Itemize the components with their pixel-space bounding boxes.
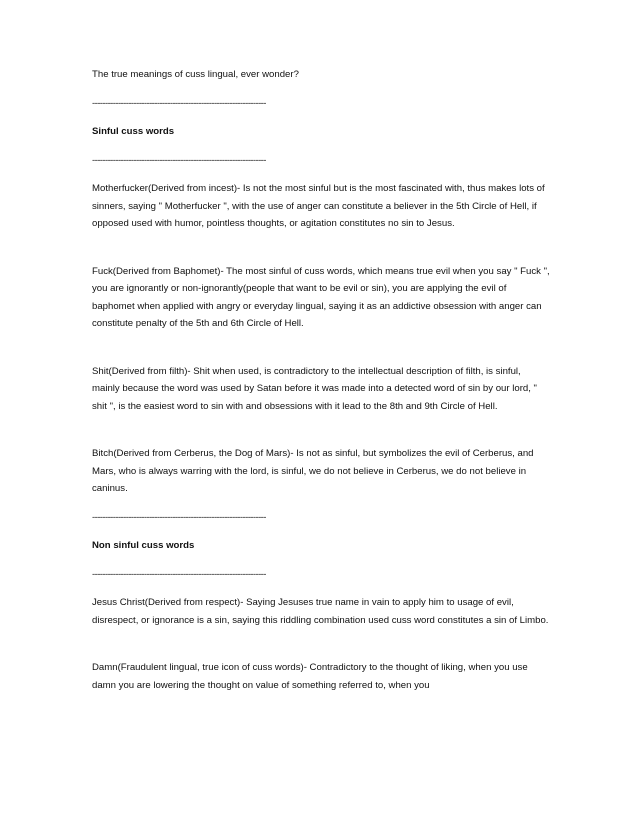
section-heading-non-sinful: Non sinful cuss words bbox=[92, 540, 195, 551]
section-heading-sinful: Sinful cuss words bbox=[92, 126, 175, 137]
entry-damn: Damn(Fraudulent lingual, true icon of cuss words)- Contradictory to the thought of liking, when you use damn you are lowering the thought on value of something referred to, when you bbox=[92, 662, 528, 691]
document-title: The true meanings of cuss lingual, ever wonder? bbox=[92, 69, 299, 80]
entry-fuck: Fuck(Derived from Baphomet)- The most sinful of cuss words, which means true evil when you say " Fuck ", you are ignorantly or non-ignorantly(people that want to be evil or sin), you are applying the evil of baphomet when applied with angry or everyday lingual, saying it as an addictive obsession with anger can constitute penalty of the 5th and 6th Circle of Hell. bbox=[92, 265, 550, 329]
divider: ------------------------------------------------------------------- bbox=[92, 97, 266, 109]
divider: ------------------------------------------------------------------- bbox=[92, 154, 266, 166]
entry-jesus-christ: Jesus Christ(Derived from respect)- Saying Jesuses true name in vain to apply him to usage of evil, disrespect, or ignorance is a sin, saying this riddling combination used cuss word constitutes a sin of Limbo. bbox=[92, 597, 549, 626]
divider: ------------------------------------------------------------------- bbox=[92, 568, 266, 580]
divider: ------------------------------------------------------------------- bbox=[92, 511, 266, 523]
document-page bbox=[92, 66, 550, 694]
entry-motherfucker: Motherfucker(Derived from incest)- Is not the most sinful but is the most fascinated with, thus makes lots of sinners, saying " Motherfucker ", with the use of anger can constitute a believer in the 5th Circle of Hell, if opposed used with humor, pointless thoughts, or agitation constitutes no sin to Jesus. bbox=[92, 183, 545, 229]
entry-bitch: Bitch(Derived from Cerberus, the Dog of Mars)- Is not as sinful, but symbolizes the evil of Cerberus, and Mars, who is always warring with the lord, is sinful, we do not believe in Cerberus, we do not believe in caninus. bbox=[92, 448, 534, 494]
entry-shit: Shit(Derived from filth)- Shit when used, is contradictory to the intellectual description of filth, is sinful, mainly because the word was used by Satan before it was made into a detected word of sin by our lord, " shit ", is the easiest word to sin with and obsessions with it lead to the 8th and 9th Circle of Hell. bbox=[92, 365, 537, 412]
